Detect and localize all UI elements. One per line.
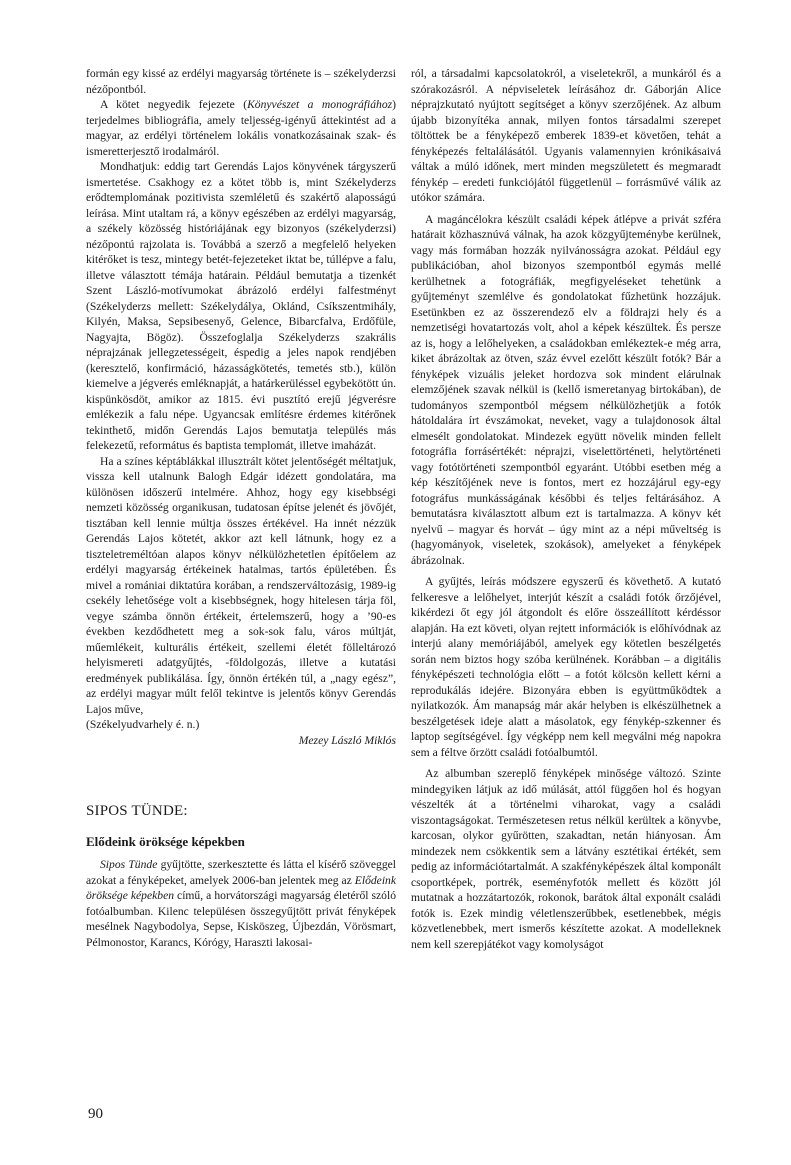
album-title: Elődeink öröksége képekben xyxy=(86,873,396,902)
text-run: A kötet negyedik fejezete ( xyxy=(100,98,248,111)
paragraph: formán egy kissé az erdélyi magyarság története is – székelyderzsi nézőpontból. xyxy=(86,67,396,96)
paragraph: Az albumban szereplő fényképek minősége változó. Szinte mindegyiken látjuk az idő múlását, attól függően hol és hogyan vészelték át a történelmi viharokat, vagy a családi viszontagságokat. Természetesen retus nélkül kerültek a könyvbe, karcosan, olykor gyűrötten, szakadtan, netán hiányosan. Ám mindezek nem csökkentik sem a látvány esztétikai értékét, sem pedig az információtartalmát. A szakfényképészek által komponált csoportképek, portrék, eseményfotók mellett és között jól mutatnak a hozzátartozók, rokonok, barátok által exponált családi fotók is. Ezek mindig véletlenszerűbbek, esetlenebbek, mégis közvetlenebbek, mert ismerős készítette azokat. A modelleknek nem kell szerepjátékot vagy komolyságot xyxy=(411,767,721,951)
paragraph: A gyűjtés, leírás módszere egyszerű és követhető. A kutató felkeresve a lelőhelyet, interjút készít a családi fotók őrzőjével, kikérdezi őt egy jól átgondolt és előre összeállított kérdéssor alapján. Ha ezt követi, olyan rejtett információk is előhívódnak az interjú alany memóriájából, amelyek egy kötetlen beszélgetés során nem biztos hogy szóba kerülnének. Korábban – a digitális fényképészeti technológia előtt – a fotót kölcsön kellett kérni a reprodukálás idejére. Bizonyára ebben is együttműködtek a nyilatkozók. Ám manapság már akár helyben is elkészülhetnek a beszélgetések ideje alatt a másolatok, egy fénykép-szkenner és laptop segítségével. Így végképp nem kell megválni még napokra sem a féltve őrzött családi fotóalbumtól. xyxy=(411,575,721,759)
section-author-heading: SIPOS TÜNDE: xyxy=(86,803,188,819)
section-title-heading: Elődeink öröksége képekben xyxy=(86,833,245,849)
paragraph: ról, a társadalmi kapcsolatokról, a viseletekről, a munkáról és a szórakozásról. A népviseletek leírásához dr. Gáborján Alice néprajzkutató nyújtott segítséget a könyv szerzőjének. Az album újabb bizonyítéka annak, milyen fontos társadalmi szerepet töltöttek be a fényképező emberek 1839-et követően, tehát a fényképezés feltalálásától. Ugyanis valamennyien krónikásaivá váltak a múló időnek, mert minden megszületett és megmaradt fénykép – eredeti funkciójától függetlenül – forrásművé válik az utókor számára. xyxy=(411,67,721,204)
publication-place: (Székelyudvarhely é. n.) xyxy=(86,718,200,731)
paragraph xyxy=(86,857,396,950)
review-author-signature: Mezey László Miklós xyxy=(298,733,396,747)
paragraph: Mondhatjuk: eddig tart Gerendás Lajos könyvének tárgyszerű ismertetése. Csakhogy ez a kötet több is, mint Székelyderzs erődtemplomának pozitivista szemléletű és szakértő alaposságú leírása. Mint utaltam rá, a könyv egészében az erdélyi magyarság, a székely közösség históriájának egy bizonyos (székelyderzsi) nézőpontú rajzolata is. Továbbá a szerző a megfelelő helyeken kitérőket is tesz, mintegy betét-fejezeteket iktat be, túllépve a falu, illetve választott témája határain. Például bemutatja a tizenkét Szent László-motívumokat ábrázoló erdélyi falfestményt (Székelyderzs mellett: Székelydálya, Oklánd, Csíkszentmihály, Kilyén, Maksa, Sepsibesenyő, Gelence, Bibarcfalva, Erdőfüle, Nagyajta, Bögöz). Összefoglalja Székelyderzs szakrális néprajzának jellegzetességeit, éspedig a jeles napok rendjében (keresztelő, konfirmáció, házasságkötetés, temetés stb.), külön kiemelve a jégverés emléknapját, a határkerüléssel egybekötött ún. kispünkösdöt, amikor az 1815. évi pusztító erejű jégverésre emlékezik a falu népe. Ugyancsak említésre érdemes kitérőnek tekinthető, midőn Gerendás Lajos bemutatja település más felekezetű, református és baptista templomát, illetve imaházát. xyxy=(86,160,397,452)
text-run: című, a horvátországi magyarság életéről szóló fotóalbumban. Kilenc településen összegyűjtött privát fényképek mesélnek Nagybodolya, Sepse, Kisköszeg, Újbezdán, Vörösmart, Pélmonostor, Karancs, Kórógy, Haraszti lakosai- xyxy=(86,889,396,949)
paragraph: A magáncélokra készült családi képek átlépve a privát szféra határait közhasznúvá válnak, ha azok közgyűjteménybe kerülnek, vagy más formában hozzák nyilvánosságra azokat. Például egy publikációban, ahol bizonyos szempontból egymás mellé kerülhetnek a fotográfiák, megfigyeléseket tehetünk a gyűjteményt szemlélve és gondolatokat fűzhetünk hozzájuk. Esetünkben ez az összerendező elv a földrajzi hely és a nemzetiségi hovatartozás volt, ahol a képek készültek. És persze az is, hogy a lelőhelyeken, a családokban emlékeztek-e még arra, kiket ábrázoltak az ötven, száz évvel ezelőtt készült fotók? Bár a fényképek vizuális jeleket hordozva sok mindent elárulnak elemzőjének szavak nélkül is (kellő ismeretanyag birtokában), de tudományos szempontból mégsem nélkülözhetjük a fotók hátoldalára írt évszámokat, neveket, vagy a tulajdonosok által elmesélt gondolatokat. Mindezek együtt növelik minden fellelt fotográfia forrásértékét: néprajzi, viselettörténeti, helytörténeti vagy fotótörténeti szempontból egyaránt. Utóbbi esetben még a kép készítőjének neve is fontos, mert ez hozzájárul egy-egy fotográfus munkásságának későbbi és teljes feltárásához. A bemutatásra kiválasztott album ezt is tartalmazza. A könyv két nyelvű – magyar és horvát – úgy mint az a népi műveltség is (hagyományok, viseletek, szokások), amelyeket a fényképek ábrázolnak. xyxy=(411,212,721,567)
paragraph xyxy=(86,97,396,159)
page-number: 90 xyxy=(88,1106,103,1122)
left-column xyxy=(86,66,396,950)
author-name: Sipos Tünde xyxy=(100,858,158,871)
book-chapter-title: Könyvészet a monográfiához xyxy=(247,98,393,111)
paragraph: Ha a színes képtáblákkal illusztrált kötet jelentőségét méltatjuk, vissza kell utalnunk Balogh Edgár idézett gondolatára, ma különösen időszerű intelmére. Ahhoz, hogy egy kisebbségi nemzeti közösség organikusan, tudatosan építse jelenét és jövőjét, tisztában kell lennie múltja összes értékével. Ha innét nézzük Gerendás Lajos kötetét, akkor azt kell látnunk, hogy ez a tiszteletreméltóan alapos könyv nélkülözhetetlen építőelem az erdélyi magyarság értékeinek hatalmas, tartós épületében. És mivel a romániai diktatúra korában, a rendszerváltozásig, 1989-ig csekély lehetősége volt a kisebbségnek, hogy hitelesen tárja föl, vegye számba önnön értékeit, értelemszerű, hogy a ’90-es években kezdődhetett meg a sok-sok falu, város múltját, műemlékeit, kulturális értékeit, szellemi életét fölleltározó helyismereti adatgyűjtés, -földolgozás, illetve a kutatási eredmények publikálása. Így, önnön értékén túl, a „nagy egész”, az erdélyi magyar múlt felől tekintve is jelentős könyv Gerendás Lajos műve, xyxy=(86,454,396,716)
right-column xyxy=(411,66,721,952)
text-run: ) terjedelmes bibliográfia, amely teljesség-igényű áttekintést ad a magyar, az erdélyi történelem lokális vonatkozásainak szak- és ismeretterjesztő irodalmáról. xyxy=(86,98,396,158)
text-run: gyűjtötte, szerkesztette és látta el kísérő szöveggel azokat a fényképeket, amelyek 2006-ban jelentek meg az xyxy=(86,858,396,887)
